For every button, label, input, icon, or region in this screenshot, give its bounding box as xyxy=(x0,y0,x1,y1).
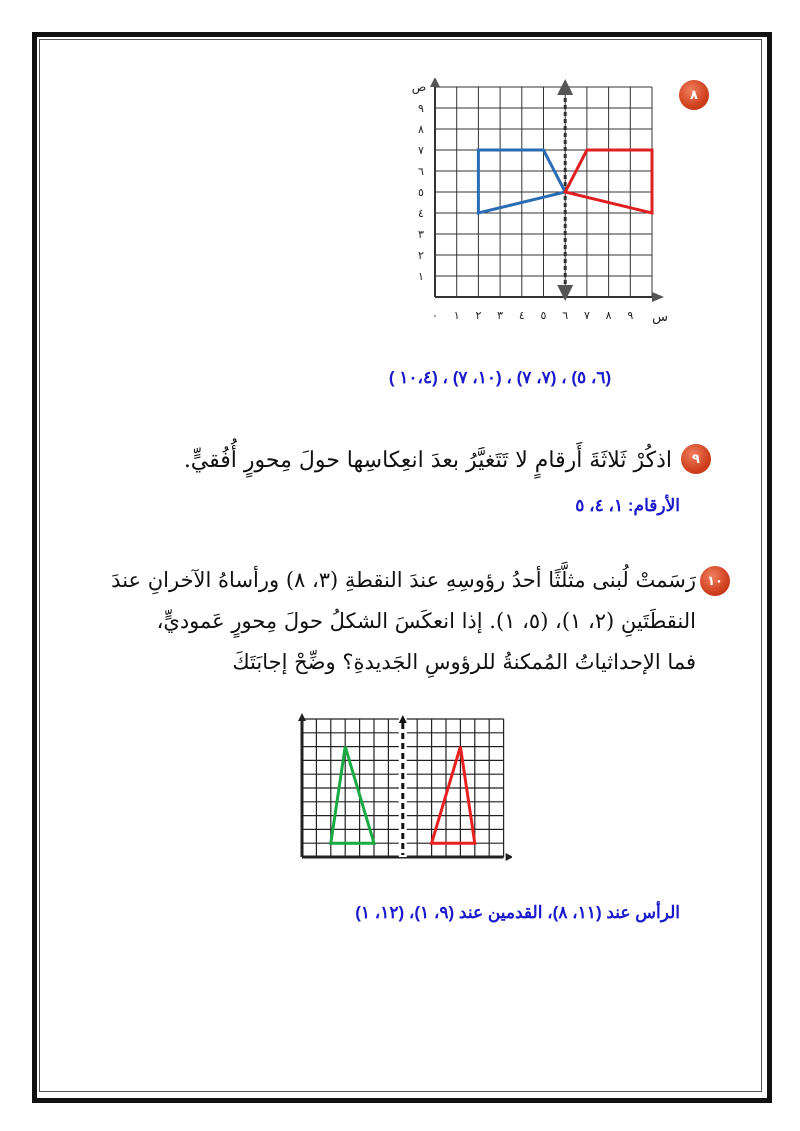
x-tick-label: ٢ xyxy=(475,309,482,322)
reflected-triangle xyxy=(432,747,475,844)
question-10-line-2: النقطَتَينِ (٢، ١)، (٥، ١). إذا انعكَسَ الشكلُ حولَ مِحورٍ عَموديٍّ، xyxy=(156,609,696,633)
question-number-badge-10: ١٠ xyxy=(700,566,730,596)
x-tick-label: ٧ xyxy=(583,309,590,322)
y-tick-label: ٩ xyxy=(418,102,424,115)
y-axis-label: ص xyxy=(411,80,427,94)
y-axis-arrow-icon xyxy=(430,78,440,87)
y-tick-label: ٣ xyxy=(418,228,424,241)
question-9-answer: الأرقام: ١، ٤، ٥ xyxy=(575,496,680,515)
question-10-line-1: رَسَمتْ لُبنى مثلَّثًا أحدُ رؤوسِهِ عندَ النقطةِ (٣، ٨) ورأساهُ الآخرانِ عندَ xyxy=(111,568,696,592)
y-tick-label: ٨ xyxy=(418,123,424,136)
question-10-answer: الرأس عند (١١، ٨)، القدمين عند (٩، ١)، (١٢، ١) xyxy=(355,903,680,922)
question-10-text xyxy=(60,560,696,683)
x-axis-arrow-icon xyxy=(652,292,664,302)
y-tick-label: ٥ xyxy=(418,186,424,199)
question-number-badge-9: ٩ xyxy=(681,444,711,474)
question-9-text: اذكُرْ ثَلاثَةَ أَرقامٍ لا تَتَغيَّرُ بعدَ انعِكاسِها حولَ مِحورٍ أُفُقيٍّ. xyxy=(183,448,672,473)
question-number-badge-8: ٨ xyxy=(679,80,709,110)
original-triangle xyxy=(331,747,374,844)
y-tick-label: ١ xyxy=(418,270,424,283)
question-8-grid-figure xyxy=(395,78,675,328)
question-10-line-3: فما الإحداثياتُ المُمكنةُ للرؤوسِ الجَديدةِ؟ وضِّحْ إجابَتَكَ xyxy=(232,650,696,674)
x-tick-label: ١ xyxy=(453,309,460,322)
x-tick-label: ٦ xyxy=(562,309,569,322)
reflection-axis-down-arrow-icon xyxy=(557,285,573,301)
question-10-grid-figure xyxy=(292,712,512,864)
x-tick-label: ٨ xyxy=(605,309,612,322)
y-tick-label: ٤ xyxy=(418,207,424,220)
y-tick-label: ٧ xyxy=(418,144,424,157)
y-tick-label: ٦ xyxy=(418,165,424,178)
x-axis-arrow-icon xyxy=(506,853,512,861)
x-tick-label: ٣ xyxy=(497,309,504,322)
y-tick-label: ٢ xyxy=(418,249,424,262)
x-tick-label: ٩ xyxy=(627,309,634,322)
x-axis-label: س xyxy=(652,310,668,325)
x-tick-label: ٥ xyxy=(540,309,547,322)
question-8-answer: (٦، ٥) ، (٧، ٧) ، (١٠، ٧) ، (١٠،٤ ) xyxy=(388,368,612,387)
x-tick-label: ٤ xyxy=(518,309,525,322)
y-axis-arrow-icon xyxy=(298,713,306,721)
x-tick-label: ٠ xyxy=(432,309,438,322)
